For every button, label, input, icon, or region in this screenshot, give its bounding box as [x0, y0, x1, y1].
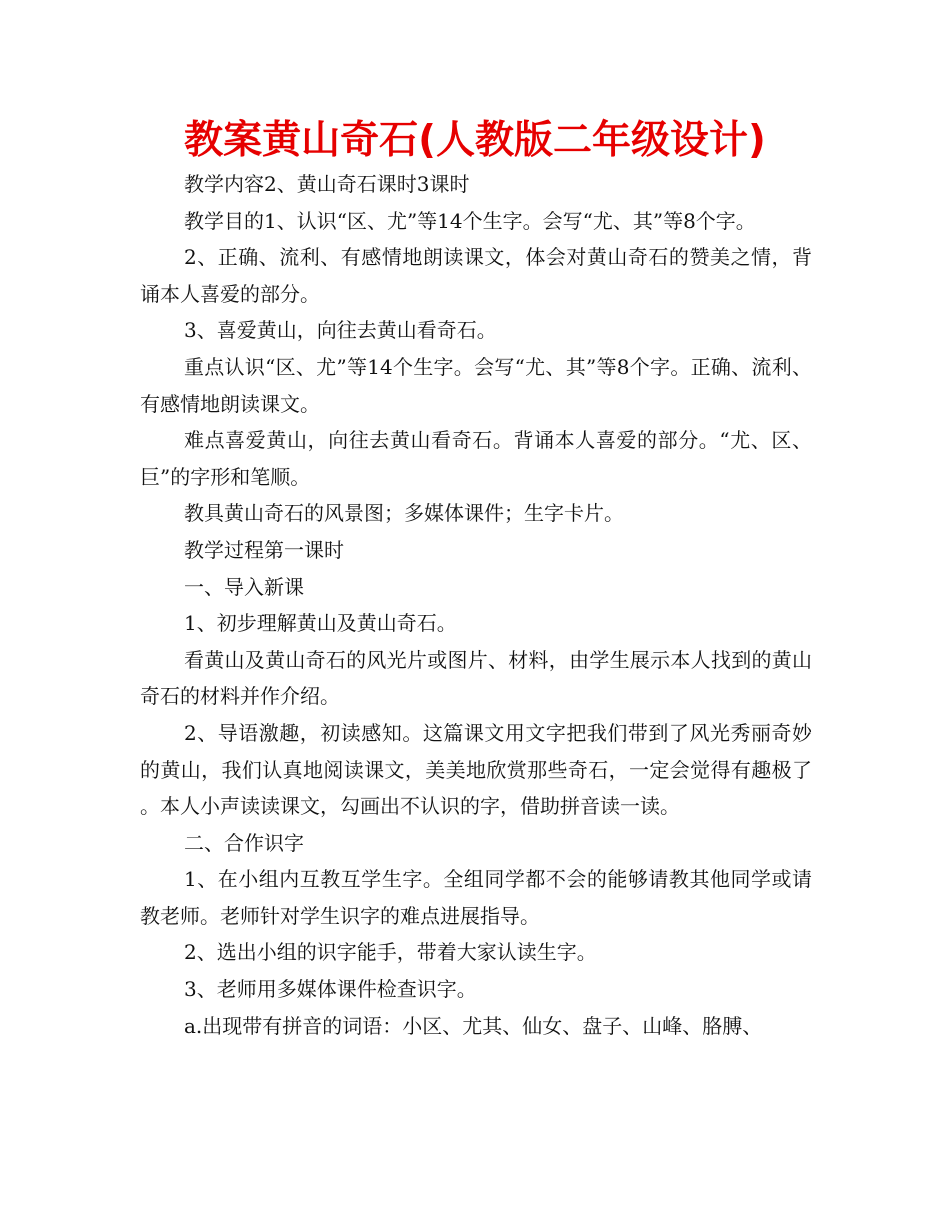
paragraph: 教学内容2、黄山奇石课时3课时	[184, 172, 470, 196]
paragraph: 教具黄山奇石的风景图；多媒体课件；生字卡片。	[184, 501, 624, 526]
paragraph: 教学过程第一课时	[184, 537, 344, 562]
paragraph: 看黄山及黄山奇石的风光片或图片、材料，由学生展示本人找到的黄山奇石的材料并作介绍。	[140, 647, 812, 709]
paragraph: 3、喜爱黄山，向往去黄山看奇石。	[184, 318, 497, 343]
document-body	[140, 166, 812, 1044]
paragraph: 二、合作识字	[184, 830, 304, 855]
paragraph: 1、初步理解黄山及黄山奇石。	[184, 611, 457, 636]
paragraph: 2、选出小组的识字能手，带着大家认读生字。	[184, 940, 597, 965]
paragraph: 重点认识“区、尤”等14个生字。会写“尤、其”等8个字。正确、流利、有感情地朗读课文。	[140, 354, 812, 416]
paragraph: 教学目的1、认识“区、尤”等14个生字。会写“尤、其”等8个字。	[184, 208, 756, 233]
paragraph: 一、导入新课	[184, 574, 304, 599]
document-title: 教案黄山奇石(人教版二年级设计)	[184, 118, 766, 163]
paragraph: 2、导语激趣，初读感知。这篇课文用文字把我们带到了风光秀丽奇妙的黄山，我们认真地阅读课文，美美地欣赏那些奇石，一定会觉得有趣极了。本人小声读读课文，勾画出不认识的字，借助拼音读一读。	[140, 720, 812, 819]
paragraph: a.出现带有拼音的词语：小区、尤其、仙女、盘子、山峰、胳膊、	[184, 1013, 763, 1038]
paragraph: 2、正确、流利、有感情地朗读课文，体会对黄山奇石的赞美之情，背诵本人喜爱的部分。	[140, 245, 812, 306]
paragraph: 1、在小组内互教互学生字。全组同学都不会的能够请教其他同学或请教老师。老师针对学生识字的难点进展指导。	[140, 867, 812, 928]
paragraph: 难点喜爱黄山，向往去黄山看奇石。背诵本人喜爱的部分。“尤、区、巨”的字形和笔顺。	[140, 428, 812, 489]
paragraph: 3、老师用多媒体课件检查识字。	[184, 977, 477, 1002]
